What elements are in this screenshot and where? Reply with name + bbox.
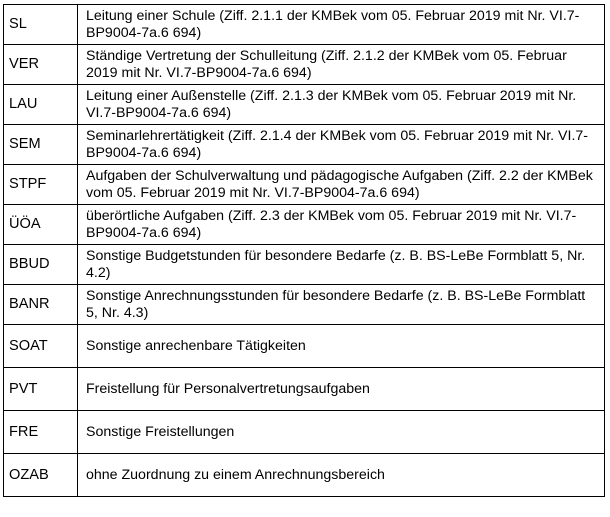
row-description: Aufgaben der Schulverwaltung und pädagogische Aufgaben (Ziff. 2.2 der KMBek vom 05. Februar 2019 mit Nr. VI.7-BP9004-7a.6 694) (78, 165, 605, 205)
table-row (4, 125, 605, 165)
row-description: Ständige Vertretung der Schulleitung (Ziff. 2.1.2 der KMBek vom 05. Februar 2019 mit Nr. VI.7-BP9004-7a.6 694) (78, 45, 605, 85)
table-row (4, 285, 605, 325)
row-code: FRE (4, 411, 78, 454)
row-description: Freistellung für Personalvertretungsaufgaben (78, 368, 605, 411)
row-code: BANR (4, 285, 78, 325)
row-code: PVT (4, 368, 78, 411)
table-row (4, 454, 605, 497)
table-row (4, 368, 605, 411)
row-code: ÜÖA (4, 205, 78, 245)
row-description: Leitung einer Außenstelle (Ziff. 2.1.3 der KMBek vom 05. Februar 2019 mit Nr. VI.7-BP9004-7a.6 694) (78, 85, 605, 125)
row-description: Sonstige anrechenbare Tätigkeiten (78, 325, 605, 368)
row-code: LAU (4, 85, 78, 125)
row-code: OZAB (4, 454, 78, 497)
row-description: ohne Zuordnung zu einem Anrechnungsbereich (78, 454, 605, 497)
row-code: SOAT (4, 325, 78, 368)
table-row (4, 411, 605, 454)
abbreviation-table (3, 4, 605, 497)
table-row (4, 165, 605, 205)
row-description: Sonstige Anrechnungsstunden für besondere Bedarfe (z. B. BS-LeBe Formblatt 5, Nr. 4.3) (78, 285, 605, 325)
row-code: VER (4, 45, 78, 85)
row-code: STPF (4, 165, 78, 205)
row-description: Seminarlehrertätigkeit (Ziff. 2.1.4 der KMBek vom 05. Februar 2019 mit Nr. VI.7-BP9004-7a.6 694) (78, 125, 605, 165)
table-row (4, 205, 605, 245)
table-row (4, 85, 605, 125)
abbreviation-table-container (3, 4, 605, 497)
table-row (4, 325, 605, 368)
row-description: Sonstige Budgetstunden für besondere Bedarfe (z. B. BS-LeBe Formblatt 5, Nr. 4.2) (78, 245, 605, 285)
row-description: Leitung einer Schule (Ziff. 2.1.1 der KMBek vom 05. Februar 2019 mit Nr. VI.7-BP9004-7a.6 694) (78, 5, 605, 45)
table-row (4, 45, 605, 85)
row-code: SEM (4, 125, 78, 165)
row-description: überörtliche Aufgaben (Ziff. 2.3 der KMBek vom 05. Februar 2019 mit Nr. VI.7-BP9004-7a.6 694) (78, 205, 605, 245)
row-description: Sonstige Freistellungen (78, 411, 605, 454)
row-code: BBUD (4, 245, 78, 285)
row-code: SL (4, 5, 78, 45)
table-row (4, 5, 605, 45)
table-row (4, 245, 605, 285)
